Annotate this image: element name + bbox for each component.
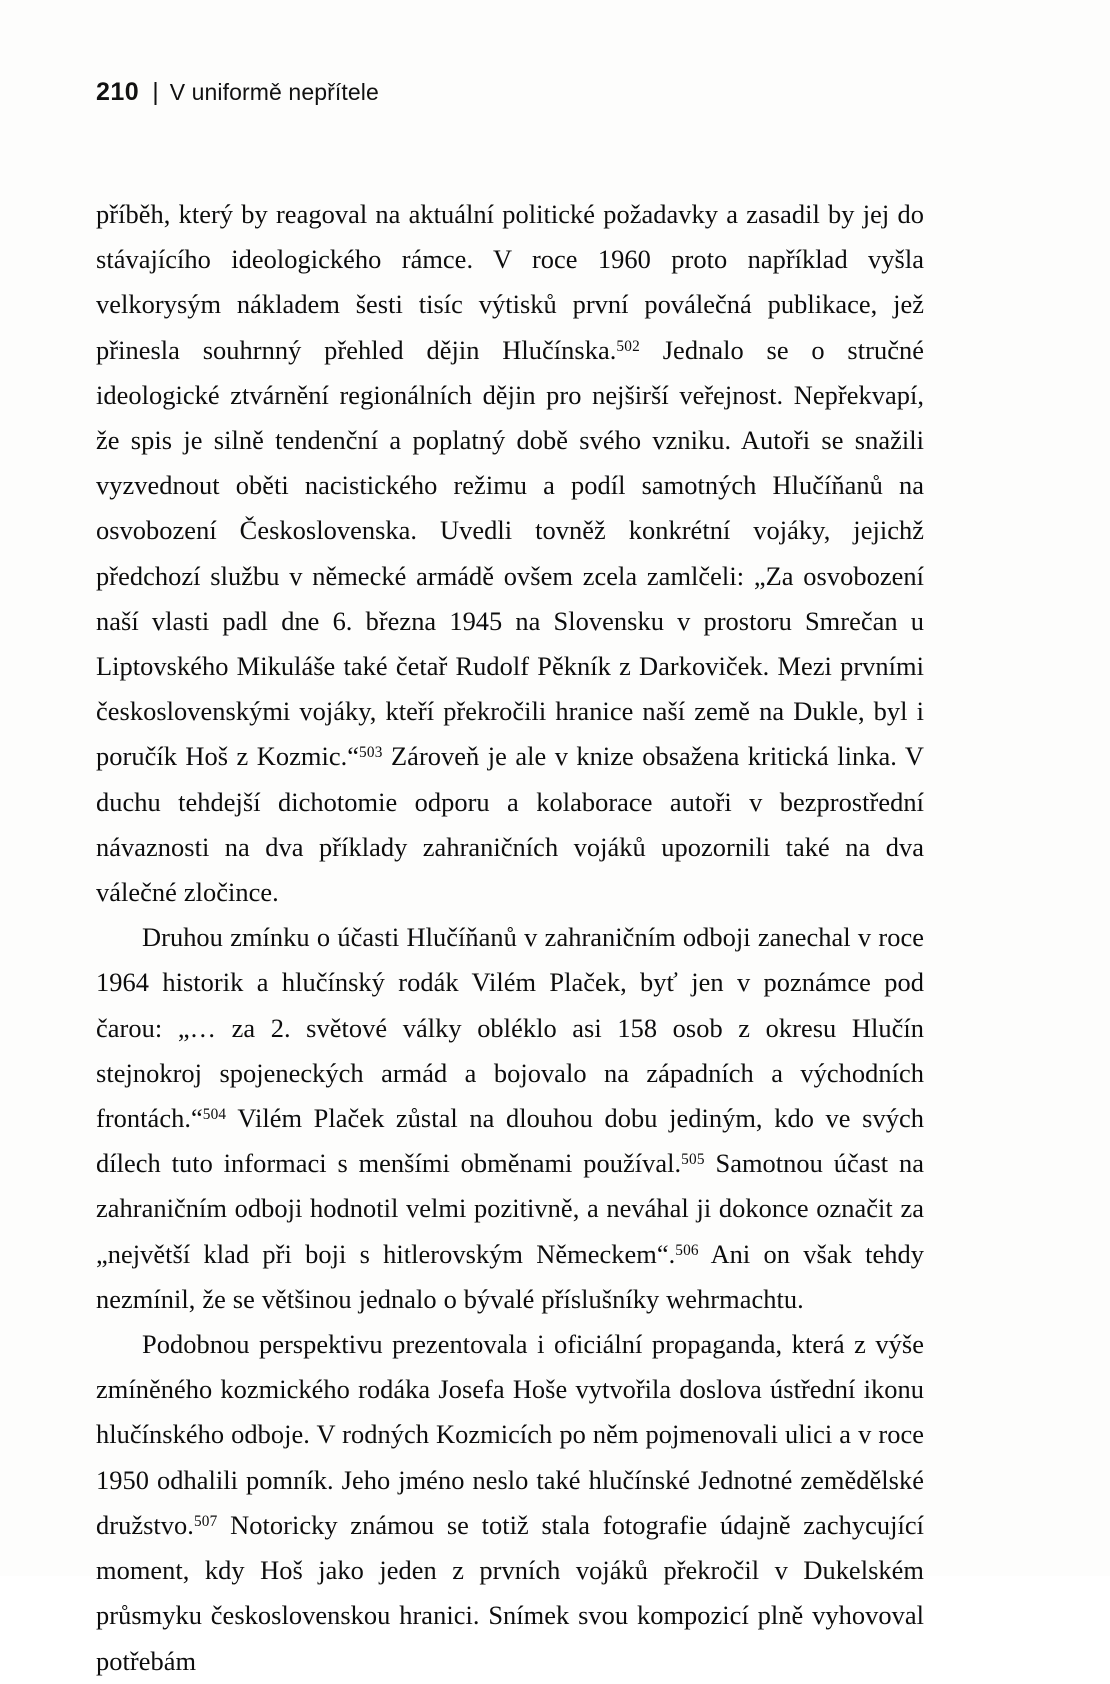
paragraph-1-text: příběh, který by reagoval na aktuální politické požadavky a zasadil by jej do stávajícího ideologického rámce. V roce 1960 proto například vyšla velkorysým nákladem šesti tisíc výtisků první poválečná publikace, jež přinesla souhrnný přehled dějin Hlučínska. <box>96 199 924 365</box>
paragraph-3-text-after: Notoricky známou se totiž stala fotografie údajně zachycující moment, kdy Hoš jako jeden z prvních vojáků překročil v Dukelském průsmyku československou hranici. Snímek svou kompozicí plně vyhovoval potřebám <box>96 1509 924 1676</box>
paragraph-1 <box>96 192 924 915</box>
footnote-marker-503[interactable]: 503 <box>359 744 383 762</box>
footnote-marker-507[interactable]: 507 <box>193 1512 218 1530</box>
footnote-marker-505[interactable]: 505 <box>681 1151 705 1169</box>
paragraph-1-text-after: Jednalo se o stručné ideologické ztvárnění regionálních dějin pro nejširší veřejnost. Nepřekvapí, že spis je silně tendenční a poplatný době svého vzniku. Autoři se snažili vyzvednout oběti nacistického režimu a podíl samotných Hlučíňanů na osvobození Československa. Uvedli tovněž konkrétní vojáky, jejichž předchozí službu v německé armádě ovšem zcela zamlčeli: „Za osvobození naší vlasti padl dne 6. března 1945 na Slovensku v prostoru Smrečan u Liptovského Mikuláše také četař Rudolf Pěkník z Darkoviček. Mezi prvními československými vojáky, kteří překročili hranice naší země na Dukle, byl i poručík Hoš z Kozmic.“ <box>96 334 924 772</box>
header-separator: | <box>152 78 159 106</box>
paragraph-2-text: Druhou zmínku o účasti Hlučíňanů v zahraničním odboji zanechal v roce 1964 historik a hlučínský rodák Vilém Plaček, byť jen v poznámce pod čarou: „… za 2. světové války obléklo asi 158 osob z okresu Hlučín stejnokroj spojeneckých armád a bojovalo na západních a východních frontách.“ <box>96 922 924 1134</box>
paragraph-3-text: Podobnou perspektivu prezentovala i oficiální propaganda, která z výše zmíněného kozmického rodáka Josefa Hoše vytvořila doslova ústřední ikonu hlučínského odboje. V rodných Kozmicích po něm pojmenovali ulici a v roce 1950 odhalili pomník. Jeho jméno neslo také hlučínské Jednotné zemědělské družstvo. <box>96 1329 924 1540</box>
page-number: 210 <box>96 78 140 106</box>
paragraph-2-text-after-2: Samotnou účast na zahraničním odboji hodnotil velmi pozitivně, a neváhal ji dokonce označit za „největší klad při boji s hitlerovským Německem“. <box>96 1148 924 1269</box>
paragraph-3 <box>96 1322 924 1684</box>
text-block <box>96 192 924 1684</box>
paragraph-1-text-after-2: Zároveň je ale v knize obsažena kritická linka. V duchu tehdejší dichotomie odporu a kolaborace autoři v bezprostřední návaznosti na dva příklady zahraničních vojáků upozornili také na dva válečné zločince. <box>96 741 924 908</box>
footnote-marker-502[interactable]: 502 <box>616 337 640 355</box>
footnote-marker-504[interactable]: 504 <box>202 1106 227 1124</box>
book-title: V uniformě nepřítele <box>169 79 379 105</box>
paragraph-2-text-after: Vilém Plaček zůstal na dlouhou dobu jediným, kdo ve svých dílech tuto informaci s menšími obměnami používal. <box>96 1103 924 1179</box>
paragraph-2 <box>96 915 924 1322</box>
running-header <box>96 78 379 107</box>
paragraph-2-text-after-3: Ani on však tehdy nezmínil, že se většinou jednalo o bývalé příslušníky wehrmachtu. <box>96 1238 924 1314</box>
footnote-marker-506[interactable]: 506 <box>675 1241 699 1259</box>
